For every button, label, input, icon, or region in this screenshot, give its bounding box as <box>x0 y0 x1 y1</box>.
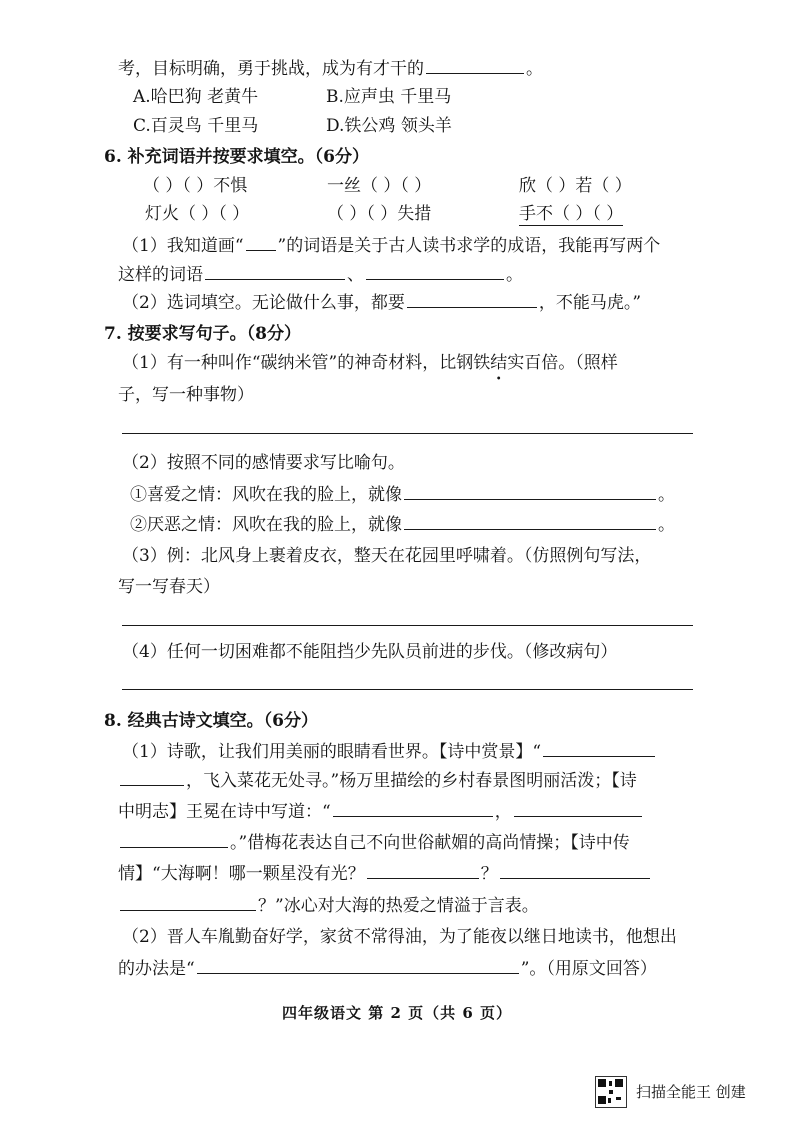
page-footer: 四年级语文 第 2 页（共 6 页） <box>282 1004 512 1022</box>
continuation-text: 考，目标明确，勇于挑战，成为有才干的 <box>118 59 424 79</box>
period: 。 <box>658 485 675 505</box>
comma: ， <box>494 802 512 822</box>
answer-blank[interactable] <box>543 740 655 757</box>
q6-part2-text: （2）选词填空。无论做什么事，都要 <box>122 293 405 313</box>
q6-word: 灯火（ ）（ ） <box>145 204 250 224</box>
q7-part1-text-b: 。（照样 <box>558 353 618 373</box>
period: 。 <box>658 515 675 535</box>
q7-part2-1-text: ①喜爱之情：风吹在我的脸上，就像 <box>130 485 402 505</box>
scanner-watermark: 扫描全能王 创建 <box>636 1083 746 1101</box>
q8-part2-text-b: 的办法是“ <box>118 959 195 979</box>
q8-part1-text-f: ？”冰心对大海的热爱之情溢于言表。 <box>258 896 539 916</box>
q8-part2-text-c: ”。（用原文回答） <box>520 959 657 979</box>
answer-blank[interactable] <box>366 263 504 280</box>
q6-part2 <box>122 291 641 314</box>
q7-part3: （3）例：北风身上裹着皮衣，整天在花园里呼啸着。（仿照例句写法， <box>122 546 652 566</box>
option-d: D.铁公鸡 领头羊 <box>326 116 452 136</box>
answer-blank[interactable] <box>514 800 642 817</box>
dotted-text: 比钢铁结实百倍 • <box>439 353 558 373</box>
q8-part1-text-d: 。”借梅花表达自己不向世俗献媚的高尚情操；【诗中传 <box>230 833 630 853</box>
q8-part1-b <box>118 769 637 792</box>
option-b: B.应声虫 千里马 <box>326 87 452 107</box>
answer-line[interactable] <box>122 625 693 626</box>
q8-part2: （2）晋人车胤勤奋好学，家贫不常得油，为了能夜以继日地读书，他想出 <box>122 927 677 947</box>
q8-part1-text-e: 情】“大海啊！哪一颗星没有光？ <box>118 864 365 884</box>
period: 。 <box>506 265 523 285</box>
answer-blank[interactable] <box>404 513 656 530</box>
q7-part2: （2）按照不同的感情要求写比喻句。 <box>122 453 405 473</box>
q6-part1-text: （1）我知道画“ <box>122 236 244 256</box>
q6-word: 一丝（ ）（ ） <box>327 176 432 196</box>
q6-word: （ ）（ ）不惧 <box>143 176 248 196</box>
q6-part1 <box>122 234 660 257</box>
q7-part2-1 <box>130 483 675 506</box>
question-continuation <box>118 57 543 80</box>
q6-part1-text-b: ”的词语是关于古人读书求学的成语，我能再写两个 <box>277 236 661 256</box>
qr-code-icon <box>595 1076 627 1108</box>
answer-line[interactable] <box>122 433 693 434</box>
answer-line[interactable] <box>122 689 693 690</box>
q7-part4: （4）任何一切困难都不能阻挡少先队员前进的步伐。（修改病句） <box>122 642 618 662</box>
q8-part1-text: （1）诗歌，让我们用美丽的眼睛看世界。【诗中赏景】“ <box>122 742 542 762</box>
answer-blank[interactable] <box>500 862 650 879</box>
q7-title: 7. 按要求写句子。（8分） <box>104 324 301 344</box>
answer-blank[interactable] <box>120 894 256 911</box>
q6-word: （ ）（ ）失措 <box>327 204 432 224</box>
answer-blank[interactable] <box>120 769 184 786</box>
answer-blank[interactable] <box>333 800 493 817</box>
q6-word: 欣（ ）若（ ） <box>519 176 632 196</box>
q6-part2-text-b: ，不能马虎。” <box>538 293 642 313</box>
q8-part1-text-c: 中明志】王冕在诗中写道：“ <box>118 802 331 822</box>
separator: 、 <box>347 265 364 285</box>
q8-part1-e <box>118 862 652 885</box>
q8-part1 <box>122 740 657 763</box>
q6-part1-text-c: 这样的词语 <box>118 265 203 285</box>
continuation-end: 。 <box>526 59 543 79</box>
q7-part1 <box>122 352 618 374</box>
q8-part2-b <box>118 957 657 980</box>
q7-part2-2 <box>130 513 675 536</box>
q7-part3-cont: 写一写春天） <box>118 577 220 597</box>
q7-part2-2-text: ②厌恶之情：风吹在我的脸上，就像 <box>130 515 402 535</box>
q6-word-underlined: 手不（ ）（ ） <box>519 204 624 224</box>
answer-blank[interactable] <box>197 957 519 974</box>
answer-blank[interactable] <box>407 291 537 308</box>
answer-blank[interactable] <box>426 57 524 74</box>
option-c: C.百灵鸟 千里马 <box>133 116 259 136</box>
q6-part1-cont <box>118 263 523 286</box>
answer-blank[interactable] <box>205 263 345 280</box>
underline-sample <box>246 234 276 251</box>
q8-title: 8. 经典古诗文填空。（6分） <box>104 711 318 731</box>
q6-title: 6. 补充词语并按要求填空。（6分） <box>104 147 369 167</box>
q8-part1-f <box>118 894 539 917</box>
answer-blank[interactable] <box>120 831 228 848</box>
q7-part1-cont: 子，写一种事物） <box>118 385 254 405</box>
q7-part1-text: （1）有一种叫作“碳纳米管”的神奇材料， <box>122 353 440 373</box>
q8-part1-text-b: ，飞入菜花无处寻。”杨万里描绘的乡村春景图明丽活泼；【诗 <box>186 771 637 791</box>
q8-part1-d <box>118 831 630 854</box>
question-mark: ？ <box>480 864 498 884</box>
option-a: A.哈巴狗 老黄牛 <box>133 87 259 107</box>
dotted-emphasis <box>439 353 558 373</box>
answer-blank[interactable] <box>367 862 479 879</box>
q8-part1-c <box>118 800 644 823</box>
answer-blank[interactable] <box>404 483 656 500</box>
